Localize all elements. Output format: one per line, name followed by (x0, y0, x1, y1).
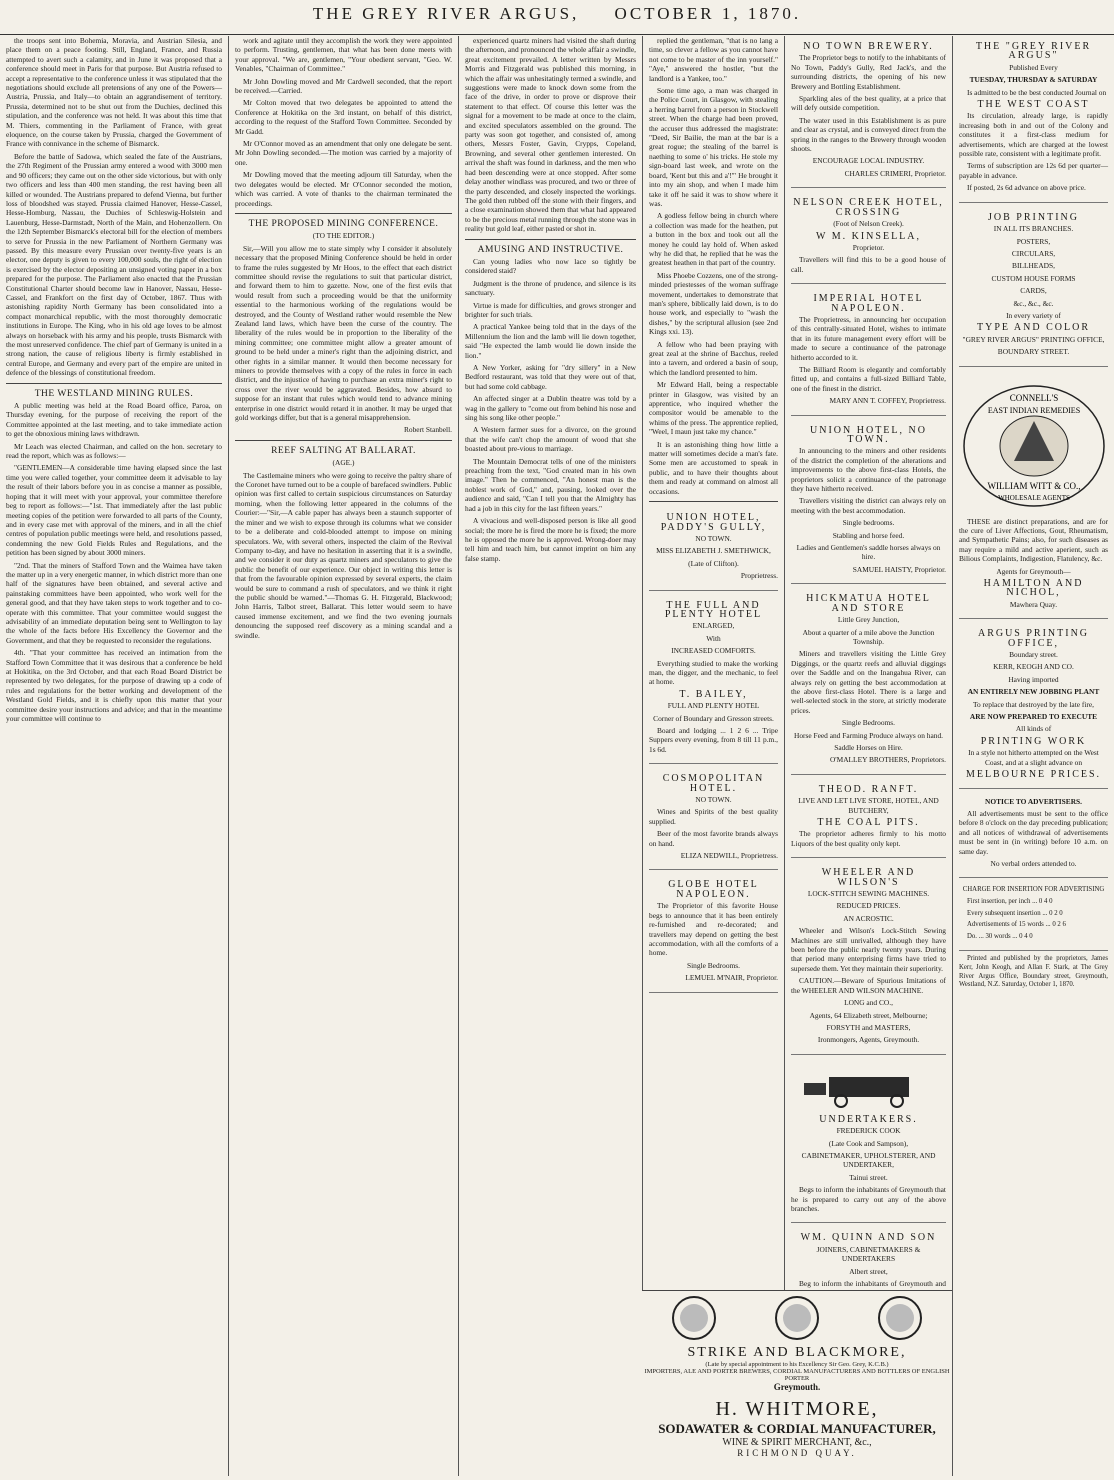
ad-item: CUSTOM HOUSE FORMS (991, 273, 1076, 283)
ad-role: Proprietress. (740, 571, 778, 581)
ad-signature: O'MALLEY BROTHERS, Proprietors. (829, 755, 946, 765)
paragraph: A fellow who had been praying with great zeal at the shrine of Bacchus, reeled into a tavern, and ordered a basin of soup, which the landlord presented to him. (649, 339, 778, 377)
medal-row (642, 1295, 952, 1341)
seal-line-4: WHOLESALE AGENTS (998, 493, 1070, 502)
ad-signature: SAMUEL HAISTY, Proprietor. (852, 564, 946, 574)
ad-text: TYPE AND COLOR (976, 322, 1090, 334)
ad-text: Having imported (1008, 674, 1059, 684)
ad-text: Is admitted to be the best conducted Journal on (967, 87, 1107, 97)
ad-role: CABINETMAKER, UPHOLSTERER, AND UNDERTAKER, (801, 1150, 936, 1170)
paragraph: The Mountain Democrat tells of one of the ministers preaching from the text, "God created man in his own image." Then he commenced, "An honest man is the noblest work of God," and, pausing, looked over the audience and said, "Can I tell you that the Almighty has had a job in this city for the last fifteen years." (465, 456, 636, 513)
paragraph: A godless fellow being in church where a collection was made for the heathen, put a button in the box and took out all the money he could lay hold of. When asked why he did that, he replied that he was the greatest heathen in that part of the country. (649, 211, 778, 268)
ad-name: W M. KINSELLA, (815, 230, 922, 242)
ad-role: Proprietor. (852, 242, 885, 252)
seal-line-1: CONNELL'S (1009, 392, 1059, 403)
ad-title: WHEELER AND WILSON'S (821, 867, 916, 888)
ad-text: Begs to inform the inhabitants of Greymouth that he is prepared to carry out any of the above branches. (791, 1185, 946, 1213)
rate-row: Do. ... 30 words ... 0 4 0 (967, 932, 1033, 940)
paragraph: work and agitate until they accomplish the work they were appointed to perform. Trusting, gentlemen, that what has been done meets with your approval. "We are, gentlemen, "Your obedient servant, "Geo. W. Venables, "Chairman of Committee." (235, 36, 452, 74)
ad-title: THE "GREY RIVER ARGUS" (975, 41, 1092, 62)
paragraph: A practical Yankee being told that in the days of the Millennium the lion and the lamb will lie down together, said "He expected the lamb would lie down inside the lion." (465, 322, 636, 360)
strike-blackmore-line: IMPORTERS, ALE AND PORTER BREWERS, CORDIAL MANUFACTURERS AND BOTTLERS OF ENGLISH PORTER (644, 1368, 950, 1382)
ad-text: The Proprietor of this favorite House begs to announce that it has been entirely re-furnished and re-decorated; and travellers may depend on getting the best accommodation, with all the comforts of a home. (649, 901, 778, 958)
ad-item: CARDS, (1020, 286, 1047, 296)
ad-note: (Late of Clifton). (688, 558, 739, 568)
ad-address: Tainui street. (849, 1172, 888, 1182)
ad-text: Everything studied to make the working man, the digger, and the mechanic, to feel at home. (649, 658, 778, 687)
paragraph: Mr O'Connor moved as an amendment that only one delegate be sent. Mr John Dowling seconded.—The motion was carried by a majority of one. (235, 139, 452, 167)
column-4 (642, 36, 784, 1476)
paragraph: "2nd. That the miners of Stafford Town and the Waimea have taken the matter up in a very energetic manner, in which district more than one half of the signatures have been obtained, and several active and painstaking committees have been appointed, who work well for the general good, and that they have taken steps to work together and to co-operate with this committee. That your committee would suggest the advisability of an immediate deputation being sent to Wellington to lay the whole of the facts before His Excellency the Governor and the Government, and that they be requested to reconsider the regulations. (6, 560, 222, 645)
rates-title: CHARGE FOR INSERTION FOR ADVERTISING (962, 886, 1105, 894)
ad-subtitle: Published Every (1009, 62, 1058, 72)
ad-text: In a style not hitherto attempted on the West Coast, and at a slight advance on (968, 748, 1099, 767)
signature: Robert Stanbell. (403, 425, 452, 435)
ad-agent: Agents, 64 Elizabeth street, Melbourne; (809, 1010, 928, 1020)
paragraph: A public meeting was held at the Road Board office, Paroa, on Thursday evening, for the purpose of receiving the report of the Committee appointed at the last meeting, and to take immediate action to get the obnoxious mining laws withdrawn. (6, 401, 222, 439)
ad-title: ARGUS PRINTING OFFICE, (977, 628, 1090, 649)
paragraph: An affected singer at a Dublin theatre was told by a wag in the gallery to "come out from behind his nose and sing his song like other people." (465, 394, 636, 423)
ad-heading: THE WEST COAST (977, 99, 1090, 111)
advertisement-union-hotel (791, 420, 946, 585)
ad-text: MELBOURNE PRICES. (965, 769, 1102, 781)
ad-text: Beg to inform the inhabitants of Greymouth and (799, 1279, 946, 1288)
ad-name: FREDERICK COOK (836, 1126, 901, 1136)
ad-text: THE COAL PITS. (817, 817, 920, 828)
remedies-seal-icon (959, 381, 1109, 511)
article-subheading: (AGE.) (332, 458, 355, 468)
medal-icon (671, 1295, 717, 1341)
ad-text: BOUNDARY STREET. (997, 347, 1070, 357)
rate-row: Advertisements of 15 words ... 0 2 6 (967, 921, 1066, 929)
advertisement-argus-printing-office (959, 623, 1108, 788)
paragraph: replied the gentleman, "that is no lang a time, so clever a fellow as you cannot have not come to be master of the inn yourself." "Aye," answered the hostler, "but the landlord is a Yankee, too." (649, 36, 778, 83)
ad-subtitle: Single Bedrooms. (687, 960, 740, 970)
ad-subtitle: With (706, 633, 721, 643)
ad-text: LIVE AND LET LIVE STORE, HOTEL, AND BUTCHERY, (798, 796, 939, 815)
paragraph: Before the battle of Sadowa, which sealed the fate of the Austrians, the 27th Regiment of the Prussian army entered a wood with 3000 men and 90 officers; they came out on the other side victorious, but with only two officers and less than 400 men standing, the rest having been all killed or wounded. The Austrians prepared to defend Vienna, but further loss of bloodshed was stayed. Prussia claimed Hanover, Hesse-Cassel, Hesse-Homburg, Nassau, the Duchies of Schleswig-Holstein and Lauenburg, Hesse-Darmstadt, North of the Main, and Hohenzollern. On the 12th September Bismarck's electoral bill for the election of members to serve for Prussia in the new Parliament of Northern Germany was passed. By this measure every Prussian over twenty-five years is an elector, one deputy is given to every 100,000 souls, the right of election is exercised by the elector depositing an unsigned voting paper in a box prepared for the purpose. The Parliament also enacted that the Prussian Constitutional Charter should become law in Hanover, Nassau, Hesse-Cassel, and Frankfort on the first day of October, 1867. Thus with astonishing rapidity North Germany has been consolidated into a compact monarchical republic, with the most thoroughly democratic institutions in Europe. The King, who in his old age loves to be almost always on horseback with his army and his people, trusts Bismarck with the most unreserved confidence. The chief part of Germany is united in a strong nation, the cause of religious liberty is firmly established in central Europe, and Germany and every part of the empire are united in defence of the blessings of constitutional freedom. (6, 151, 222, 378)
divider (649, 501, 778, 502)
ad-address: Corner of Boundary and Gresson streets. (653, 713, 774, 723)
divider (235, 213, 452, 214)
ad-title: IMPERIAL HOTEL NAPOLEON. (813, 293, 924, 314)
paragraph: 4th. "That your committee has received an intimation from the Stafford Town Committee that it was desirous that a conference be held at Hokitika, on the 3rd October, and that each Road Board District be represented by two delegates, for the purpose of drawing up a code of rules and regulations for the better working and development of the Westland Gold Fields, and it is chiefly upon this matter that your committee desire your instructions and advice; and that in the meantime your committee will continue to (6, 648, 222, 724)
paragraph: A vivacious and well-disposed person is like all good social; the more he is fired the more he is fixed; the more he is opposed the more he is approved. Wrong-doer may tell him and teach him, but cannot imprint on him any false stamp. (465, 516, 636, 563)
advertisement-undertakers (791, 1059, 946, 1224)
ad-subtitle: (Foot of Nelson Creek). (833, 219, 904, 229)
ad-text: Travellers visiting the district can always rely on meeting with the best accommodation. (791, 496, 946, 515)
ad-text: In announcing to the miners and other residents of the district the completion of the alterations and improvements to the above first-class Hotels, the proprietors solicit a continuance of the patronage they have hitherto received. (791, 446, 946, 494)
advertisement-job-printing (959, 207, 1108, 367)
divider (6, 383, 222, 384)
advertisement-grey-river-argus (959, 36, 1108, 203)
divider (465, 239, 636, 240)
ad-signature: ELIZA NEDWILL, Proprietress. (680, 851, 778, 861)
ad-text: Wheeler and Wilson's Lock-Stitch Sewing Machines are still unrivalled, although they have been before the public nearly twenty years. During that period many enterprising firms have tried to supersede them. Yet they maintain their superiority. (791, 926, 946, 973)
ad-title: THE FULL AND PLENTY HOTEL (664, 599, 763, 620)
ad-text: "GREY RIVER ARGUS" PRINTING OFFICE, (962, 334, 1105, 344)
newspaper-title: THE GREY RIVER ARGUS, (312, 4, 580, 23)
ad-text: Terms of subscription are 12s 6d per quarter—payable in advance. (959, 161, 1108, 180)
ad-text: Horse Feed and Farming Produce always on hand. (793, 730, 943, 740)
printer-imprint: Printed and published by the proprietors, James Kerr, John Keogh, and Allan F. Stark, at The Grey River Argus Office, Boundary street, Greymouth, Westland, N.Z. Saturday, October 1, 1870. (959, 955, 1108, 989)
ad-subtitle: (Late Cook and Sampson), (828, 1138, 909, 1148)
ad-text: Single bedrooms. (842, 518, 895, 528)
ad-agent: Ironmongers, Agents, Greymouth. (817, 1035, 920, 1045)
ad-signature: MARY ANN T. COFFEY, Proprietress. (829, 396, 946, 406)
ad-subtitle: ENLARGED, (692, 621, 735, 631)
column-5 (784, 36, 952, 1476)
ad-text: Wines and Spirits of the best quality supplied. (649, 807, 778, 826)
ad-text: In every variety of (1006, 310, 1061, 320)
advertisement-globe-hotel (649, 874, 778, 992)
hearse-illustration-icon (799, 1069, 939, 1109)
strike-blackmore-town: Greymouth. (773, 1382, 821, 1392)
paragraph: Mr Edward Hall, being a respectable printer in Glasgow, was visited by an apprentice, who inquired whether the compositor would be amenable to the whims of the press. The apprentice replied, "Weel, I maun just take my chance." (649, 380, 778, 437)
paragraph: Virtue is made for difficulties, and grows stronger and brighter for such trials. (465, 300, 636, 319)
ad-slogan: ENCOURAGE LOCAL INDUSTRY. (812, 156, 925, 166)
ad-title: WM. QUINN AND SON (800, 1232, 937, 1244)
paragraph: Mr Leach was elected Chairman, and called on the hon. secretary to read the report, which was as follows:— (6, 441, 222, 461)
ad-signature: LEMUEL M'NAIR, Proprietor. (685, 973, 778, 983)
rate-row: First insertion, per inch ... 0 4 0 (967, 897, 1053, 905)
ad-subtitle: Boundary street. (1009, 650, 1058, 660)
ad-text: Miners and travellers visiting the Little Grey Diggings, or the quartz reefs and alluvial diggings over the Saddle and on the Inangahua River, can always rely on getting the best accommodation at the above first-class Hotel. There is a large and well-selected stock in the store, at strictly moderate prices. (791, 649, 946, 715)
paragraph: A New Yorker, asking for "dry sillery" in a New Bedford restaurant, was told that they were out of that, but had some cold cabbage. (465, 363, 636, 391)
article-subheading: (TO THE EDITOR.) (312, 231, 375, 241)
ad-text: The Proprietor begs to notify to the inhabitants of No Town, Paddy's Gully, Red Jack's, and the surrounding districts, the opening of his new Brewery and Bottling Establishment. (791, 53, 946, 91)
ad-text: Travellers will find this to be a good house of call. (791, 255, 946, 274)
advertisement-imperial-hotel (791, 288, 946, 415)
ad-text: The Billiard Room is elegantly and comfortably fitted up, and contains a full-sized Billiard Table, one of the finest in the district. (791, 364, 946, 393)
ad-text: All advertisements must be sent to the office before 8 o'clock on the day preceding publication; and all notices of withdrawal of advertisements must be sent in (in writing) before 10 a.m. on same day. (959, 808, 1108, 856)
ad-name: T. BAILEY, (679, 688, 748, 700)
advertisement-notice-to-advertisers (959, 793, 1108, 879)
ad-item: &c., &c., &c. (1013, 298, 1054, 308)
ad-title: COSMOPOLITAN HOTEL. (662, 773, 765, 794)
paragraph: Can young ladies who now lace so tightly be considered staid? (465, 256, 636, 276)
advertisement-wheeler-wilson (791, 862, 946, 1055)
bottom-advertisements (642, 1290, 952, 1477)
advertisement-full-and-plenty-hotel (649, 595, 778, 765)
ad-title: UNION HOTEL, NO TOWN. (810, 424, 927, 445)
seal-line-3: WILLIAM WITT & CO., (987, 480, 1081, 491)
ad-text: Ladies and Gentlemen's saddle horses always on hire. (796, 543, 941, 562)
ad-title: NELSON CREEK HOTEL, CROSSING (793, 197, 944, 218)
ad-text: Stabling and horse feed. (832, 530, 905, 540)
column-2 (228, 36, 458, 1476)
ad-text: Sparkling ales of the best quality, at a price that will defy outside competition. (791, 94, 946, 113)
ad-name: KERR, KEOGH AND CO. (993, 662, 1074, 672)
paragraph: The Castlemaine miners who were going to receive the paltry share of the Coronet have turned out to be a couple of barefaced swindlers. Public opinion was first called to certain suspicious circumstances on Saturday morning, when the following letter appeared in the columns of the Courier:—"Sir,—A cable paper has always been a staunch supporter of the miner and we wish to expose through its columns what we consider to be a deliberate and cold-blooded attempt to impose on mining speculators. We, with several others, inspected the claim of the Revival Company to-day, and have no hesitation in asserting that it is a swindle, and we consider it our duty as quartz miners and speculators to give the public the benefit of our experience. Our object in writing this letter is that from the favourable opinion expressed by several experts, the claim would be sure to command a rush of speculators, and we think it right the public should be warned."—Thomas G. H. Fitzgerald, Blackwood; John Harris, Talbot street, Ballarat. This letter would seem to have caused immense excitement, and we find the two evening journals denouncing the supposed reef discovery as a mining scandal and a swindle. (235, 470, 452, 640)
ad-name: MISS ELIZABETH J. SMETHWICK, (656, 546, 771, 556)
ad-text: Board and lodging ... 1 2 6 ... Tripe Suppers every evening, from 8 till 11 p.m., 1s 6d. (649, 726, 778, 754)
article-heading: AMUSING AND INSTRUCTIVE. (477, 244, 624, 255)
ad-subtitle: REDUCED PRICES. (836, 901, 901, 911)
ad-title: THEOD. RANFT. (818, 783, 919, 795)
advertisement-theod-ranft (791, 779, 946, 858)
ad-name: HAMILTON AND NICHOL, (983, 578, 1084, 599)
ad-text: The Proprietress, in announcing her occupation of this centrally-situated Hotel, wishes to intimate that in its future management every effort will be made to secure a continuance of the patronage hitherto accorded to it. (791, 314, 946, 362)
medal-icon (774, 1295, 820, 1341)
paragraph: "GENTLEMEN—A considerable time having elapsed since the last time you were called together, your committee deem it advisable to lay the result of their labors before you in as concise a manner as possible, hoping that it will meet with your approval, your committee therefore beg to report as follows:—"1st. That immediately after the last public meeting copies of the petition were forwarded to all parts of the County, and in every case met with approval of the miners, and in all the chief centres of population public meetings were held, and resolutions passed, condemning the new Gold Fields Rules and Regulations, and the petition has been signed by about 3000 miners. (6, 463, 222, 558)
ad-agent: FORSYTH and MASTERS, (826, 1022, 911, 1032)
strike-blackmore-title: STRIKE AND BLACKMORE, (687, 1345, 907, 1360)
paragraph: A Western farmer sues for a divorce, on the ground that the wife can't chop the amount of wood that she boasted about pre-vious to marriage. (465, 425, 636, 454)
ad-text: No verbal orders attended to. (990, 858, 1077, 868)
paragraph: experienced quartz miners had visited the shaft during the afternoon, and pronounced the whole affair a swindle, great excitement prevailed. A letter written by Messrs Morris and Fitzgerald was published this morning, in which the affair was unhesitatingly termed a swindle, and suggestions were made to knock down some from the face of the drive, in order to prove or disprove their statement to that effect. Of course this letter was the signal for a movement to be made at once to the claim, and excited speculators assembled on the ground. The party was soon got together, and consisted of, among others, Messrs Foster, Gavin, Crypps, Copeland, Browning, and several other gentlemen interested. On arrival the shaft was found in darkness, and the men who had been descending were at once stopped. After some delay another windlass was procured, and two or three of the party descended, and closely inspected the workings. The gold then rubbed off the stone with their fingers, and a close examination showed them that what had appeared to be the precious metal running through the stone was in reality but gold leaf, either pasted or shot in. (465, 36, 636, 234)
whitmore-line-2: WINE & SPIRIT MERCHANT, &c., (722, 1437, 872, 1448)
paragraph: Miss Phoebe Cozzens, one of the strong-minded priestesses of the woman suffrage movement, undertakes to demonstrate that man's sphere, biblically laid down, is to do house work, and especially to "wash the dishes," by the scriptural allusion (see 2nd Kings xxi. 13). (649, 270, 778, 337)
ad-address: Albert street, (849, 1266, 888, 1276)
ad-agent: Agents for Greymouth— (996, 566, 1071, 576)
ad-text: AN ENTIRELY NEW JOBBING PLANT (967, 687, 1100, 697)
ad-role: JOINERS, CABINETMAKERS & UNDERTAKERS (816, 1244, 921, 1264)
ad-text: To replace that destroyed by the late fire, (973, 699, 1094, 709)
ad-address: Mawhera Quay. (1009, 599, 1058, 609)
ad-item: BILLHEADS, (1012, 261, 1055, 271)
ad-text: THESE are distinct preparations, and are for the cure of Liver Affections, Gout, Rheumatism, and Sympathetic Pains; also, for such diseases as may require a mild and active aperient, such as Bilious Complaints, Indigestion, Flatulency, &c. (959, 516, 1108, 564)
ad-title: NO TOWN BREWERY. (803, 41, 934, 52)
ad-title: NOTICE TO ADVERTISERS. (984, 796, 1082, 806)
ad-title: JOB PRINTING (988, 211, 1079, 223)
issue-date: OCTOBER 1, 1870. (614, 4, 802, 23)
ad-subtitle: Little Grey Junction, (837, 615, 900, 625)
ad-title: HICKMATUA HOTEL AND STORE (806, 593, 931, 614)
ad-subtitle: INCREASED COMFORTS. (671, 646, 756, 656)
article-heading: REEF SALTING AT BALLARAT. (271, 445, 416, 456)
paragraph: Some time ago, a man was charged in the Police Court, in Glasgow, with stealing a herring barrel from a person in Stockwell street. When the charge had been proved, the accuser thus addressed the magistrate: "Deed, Sir Bailie, the man at the bar is a great rogue; the stealing of the barrel is naething to some o' his tricks. He stole my sign-board last week, and wrote on the board, 'Kent but this and a'!'" He brought it into my ain shop, and when I made him take it off he said it was to show where it was. (649, 86, 778, 208)
advertisement-cosmopolitan-hotel (649, 768, 778, 870)
ad-text: ARE NOW PREPARED TO EXECUTE (969, 712, 1098, 722)
ad-text: About a quarter of a mile above the Junction Township. (802, 627, 935, 646)
ad-text: Single Bedrooms. (842, 718, 895, 728)
ad-text: Its circulation, already large, is rapidly increasing both in and out of the Colony and constitutes it a first-class medium for advertisements, which are charged at the lowest possible rate, consistent with a legitimate profit. (959, 111, 1108, 159)
ad-title: UNDERTAKERS. (819, 1113, 918, 1125)
ad-item: CIRCULARS, (1011, 248, 1056, 258)
ad-text: Beer of the most favorite brands always on hand. (649, 829, 778, 848)
advertising-rates (959, 882, 1108, 951)
advertisement-connells-remedies (959, 371, 1108, 620)
ad-text: The proprietor adheres firmly to his motto Liquors of the best quality only kept. (791, 829, 946, 848)
ad-signature: CHARLES CRIMERI, Proprietor. (844, 168, 946, 178)
paragraph: Mr Dowling moved that the meeting adjourn till Saturday, when the two delegates would be elected. Mr O'Connor seconded the motion, which was carried. A vote of thanks to the chairman terminated the proceedings. (235, 170, 452, 208)
advertisement-nelson-creek-hotel (791, 192, 946, 284)
column-6 (952, 36, 1114, 1476)
paragraph: Mr Colton moved that two delegates be appointed to attend the Conference at Hokitika on the 3rd instant, on behalf of this district, according to the request of the Stafford Town Committee. Seconded by Mr Gadd. (235, 98, 452, 136)
advertisement-hickmatua-hotel (791, 588, 946, 775)
ad-text: All kinds of (1015, 724, 1052, 734)
whitmore-line: SODAWATER & CORDIAL MANUFACTURER, (658, 1421, 936, 1436)
column-3 (458, 36, 642, 1476)
ad-title: UNION HOTEL, PADDY'S GULLY, (660, 512, 767, 533)
article-heading: THE PROPOSED MINING CONFERENCE. (248, 218, 439, 229)
ad-subtitle: NO TOWN. (695, 795, 732, 805)
paragraph: Judgment is the throne of prudence, and silence is its sanctuary. (465, 278, 636, 298)
ad-title: GLOBE HOTEL NAPOLEON. (668, 879, 759, 900)
ad-name: FULL AND PLENTY HOTEL (667, 701, 760, 711)
whitmore-title: H. WHITMORE, (715, 1398, 879, 1420)
masthead (0, 4, 1114, 35)
seal-line-2: EAST INDIAN REMEDIES (987, 405, 1081, 415)
ad-subtitle: NO TOWN. (695, 533, 732, 543)
advertisement-no-town-brewery (791, 36, 946, 188)
strike-blackmore-subtitle: (Late by special appointment to his Excellency Sir Geo. Grey, K.C.B.) (705, 1361, 889, 1368)
ad-item: POSTERS, (1016, 236, 1051, 246)
ad-caution: CAUTION.—Beware of Spurious Imitations of the WHEELER AND WILSON MACHINE. (791, 976, 946, 995)
divider (235, 440, 452, 441)
paragraph: the troops sent into Bohemia, Moravia, and Austrian Silesia, and place them on a peace footing. Still, England, France, and Russia attempted to avert such a calamity, and in June it was proposed that a conference should meet in Paris for that purpose. But Austria refused to accept a representative to the conference unless it was stipulated that the negotiations should exclude all pretensions of any one of the Powers—Austria, Prussia, and Italy—to obtain an aggrandisement of territory. Prussia, determined not to be shut out from the Duchies, declined this stipulation, and the conference was not held. It was about this time that M. Thiers, commenting in the Parliament of France, with great eloquence, on the course taken by Prussia, charged the Government of France with connivance in the scheme of Bismarck. (6, 36, 222, 149)
ad-subtitle: LOCK-STITCH SEWING MACHINES. (807, 889, 930, 899)
ad-text: The water used in this Establishment is as pure and clear as crystal, and is conveyed direct from the spring in the ranges to the Brewery through wooden shoots. (791, 115, 946, 154)
advertisement-union-hotel-paddys-gully (649, 507, 778, 590)
ad-text: Saddle Horses on Hire. (834, 742, 903, 752)
rate-row: Every subsequent insertion ... 0 2 0 (967, 909, 1063, 917)
paragraph: It is an astonishing thing how little a matter will sometimes decide a man's fate. Some men are accustomed to speak in public, and to have their thoughts about them and ready at command on almost all occasions. (649, 439, 778, 496)
ad-text: If posted, 2s 6d advance on above price. (967, 183, 1086, 193)
column-1 (0, 36, 228, 1476)
ad-text: PRINTING WORK (980, 735, 1087, 747)
ad-subtitle: IN ALL ITS BRANCHES. (993, 224, 1074, 234)
whitmore-town: RICHMOND QUAY. (737, 1448, 857, 1458)
ad-agent: LONG and CO., (844, 998, 893, 1008)
paragraph: Sir,—Will you allow me to state simply why I consider it absolutely necessary that the proposed Mining Conference should be held in order to frame the rules suggested by Mr Hoos, to the effect that each district committee should revise the regulations to suit that particular district, and forward them to him to gazette. Now, one of the first evils that would result from such a proceeding would be that the uniformity essential to the harmonious working of the regulations would be destroyed, and the County of Westland rather would resemble the New Zealand land laws, which have been the curse of the country. The liberality of the rules would be in proportion to the liberality of the mining committee; one committee might allow a greater amount of ground to be held under a miner's right than the adjoining district, and other rights in a similar manner. It would then become necessary for miners to provide themselves with a copy of the rules in force in each district, and the injustice of having to purchase an extra miner's right to cross over the river would be aggravated. Besides, how absurd to suppose for an instant that rules which would tend to advance mining enterprise in one district would retard it in another. It may be urged that gold workings differ, but that is a general misapprehension. (235, 243, 452, 423)
ad-heading: AN ACROSTIC. (843, 913, 894, 923)
paragraph: Mr John Dowling moved and Mr Cardwell seconded, that the report be received.—Carried. (235, 76, 452, 96)
ad-days: TUESDAY, THURSDAY & SATURDAY (969, 75, 1098, 85)
article-heading: THE WESTLAND MINING RULES. (34, 388, 194, 399)
medal-icon (877, 1295, 923, 1341)
